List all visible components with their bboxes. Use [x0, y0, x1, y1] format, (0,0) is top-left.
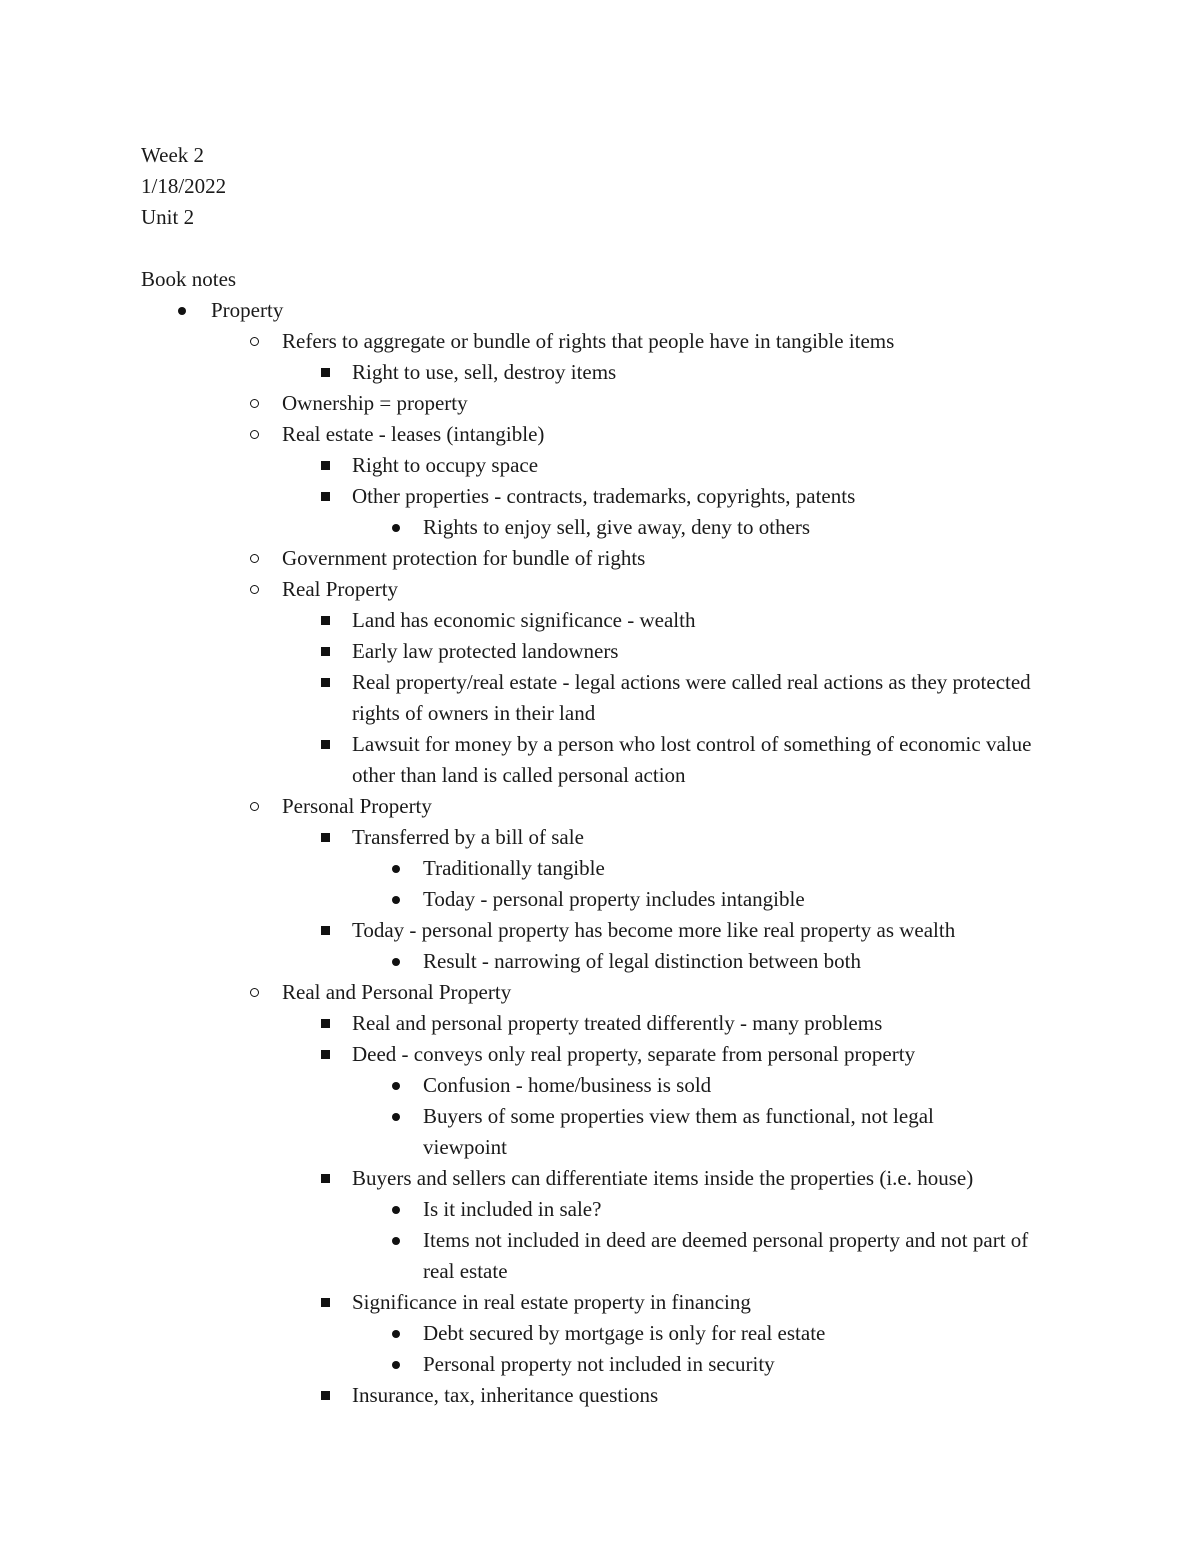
list-item: Significance in real estate property in financing — [352, 1290, 751, 1314]
bullet-square-icon — [315, 481, 335, 512]
bullet-circle-icon — [244, 791, 264, 822]
list-item: Debt secured by mortgage is only for real estate — [423, 1321, 826, 1345]
bullet-square-icon — [315, 450, 335, 481]
bullet-circle-icon — [244, 574, 264, 605]
list-item: Insurance, tax, inheritance questions — [352, 1383, 659, 1407]
list-item: Traditionally tangible — [423, 856, 605, 880]
list-item: Other properties - contracts, trademarks, copyrights, patents — [352, 484, 856, 508]
unit-label: Unit 2 — [141, 205, 195, 229]
bullet-circle-icon — [244, 388, 264, 419]
list-item: Buyers and sellers can differentiate items inside the properties (i.e. house) — [352, 1166, 974, 1190]
bullet-square-icon — [315, 729, 335, 760]
list-item: Right to use, sell, destroy items — [352, 360, 617, 384]
list-item: Buyers of some properties view them as functional, not legal viewpoint — [423, 1104, 934, 1159]
list-item: Government protection for bundle of rights — [282, 546, 646, 570]
bullet-dot-icon — [172, 295, 192, 326]
bullet-square-icon — [315, 1039, 335, 1070]
list-item: Lawsuit for money by a person who lost control of something of economic value other than land is called personal action — [352, 732, 1032, 787]
bullet-square-icon — [315, 822, 335, 853]
list-item: Real estate - leases (intangible) — [282, 422, 545, 446]
list-item: Property — [211, 298, 284, 322]
list-item: Personal property not included in security — [423, 1352, 775, 1376]
week-label: Week 2 — [141, 143, 205, 167]
bullet-square-icon — [315, 1163, 335, 1194]
list-item: Is it included in sale? — [423, 1197, 602, 1221]
bullet-dot-icon — [386, 946, 406, 977]
list-item: Early law protected landowners — [352, 639, 619, 663]
bullet-square-icon — [315, 636, 335, 667]
bullet-square-icon — [315, 1008, 335, 1039]
bullet-circle-icon — [244, 419, 264, 450]
bullet-circle-icon — [244, 543, 264, 574]
bullet-square-icon — [315, 1287, 335, 1318]
bullet-circle-icon — [244, 977, 264, 1008]
section-title: Book notes — [141, 267, 237, 291]
list-item: Personal Property — [282, 794, 432, 818]
bullet-square-icon — [315, 667, 335, 698]
list-item: Rights to enjoy sell, give away, deny to others — [423, 515, 811, 539]
bullet-dot-icon — [386, 884, 406, 915]
bullet-square-icon — [315, 357, 335, 388]
list-item: Refers to aggregate or bundle of rights that people have in tangible items — [282, 329, 895, 353]
list-item: Transferred by a bill of sale — [352, 825, 584, 849]
list-item: Real Property — [282, 577, 399, 601]
bullet-circle-icon — [244, 326, 264, 357]
list-item: Right to occupy space — [352, 453, 539, 477]
bullet-dot-icon — [386, 512, 406, 543]
list-item: Today - personal property includes intangible — [423, 887, 805, 911]
bullet-dot-icon — [386, 1070, 406, 1101]
bullet-dot-icon — [386, 1194, 406, 1225]
list-item: Confusion - home/business is sold — [423, 1073, 712, 1097]
bullet-dot-icon — [386, 1101, 406, 1132]
list-item: Real property/real estate - legal actions were called real actions as they protected rights of owners in their land — [352, 670, 1031, 725]
list-item: Items not included in deed are deemed personal property and not part of real estate — [423, 1228, 1029, 1283]
list-item: Land has economic significance - wealth — [352, 608, 696, 632]
bullet-square-icon — [315, 605, 335, 636]
bullet-dot-icon — [386, 1318, 406, 1349]
list-item: Today - personal property has become more like real property as wealth — [352, 918, 956, 942]
list-item: Ownership = property — [282, 391, 468, 415]
bullet-square-icon — [315, 1380, 335, 1411]
bullet-square-icon — [315, 915, 335, 946]
date-label: 1/18/2022 — [141, 174, 227, 198]
list-item: Real and personal property treated differently - many problems — [352, 1011, 883, 1035]
list-item: Real and Personal Property — [282, 980, 512, 1004]
list-item: Result - narrowing of legal distinction between both — [423, 949, 861, 973]
bullet-dot-icon — [386, 1349, 406, 1380]
list-item: Deed - conveys only real property, separate from personal property — [352, 1042, 916, 1066]
bullet-dot-icon — [386, 1225, 406, 1256]
bullet-dot-icon — [386, 853, 406, 884]
